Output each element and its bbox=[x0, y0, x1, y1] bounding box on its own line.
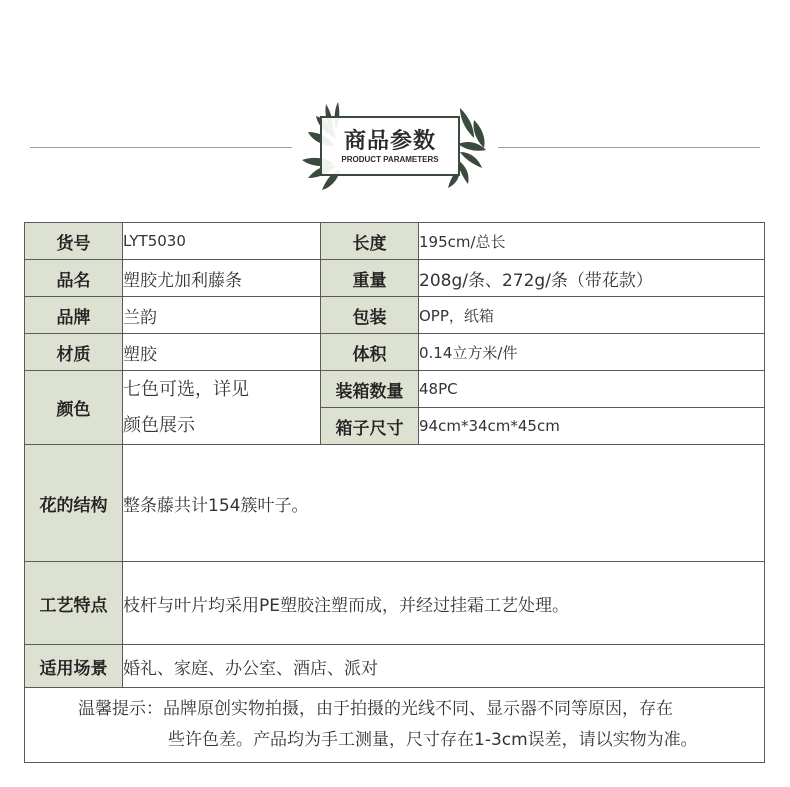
weight-value: 208g/条、272g/条（带花款） bbox=[419, 260, 765, 297]
brand-value: 兰韵 bbox=[123, 297, 321, 334]
table-row bbox=[25, 297, 765, 334]
name-label: 品名 bbox=[25, 260, 123, 297]
table-row bbox=[25, 223, 765, 260]
table-row bbox=[25, 645, 765, 688]
package-label: 包装 bbox=[321, 297, 419, 334]
notice-line1: 温馨提示：品牌原创实物拍摄，由于拍摄的光线不同、显示器不同等原因，存在 bbox=[78, 699, 673, 719]
table-row bbox=[25, 334, 765, 371]
section-title: 商品参数 bbox=[343, 129, 436, 154]
table-row bbox=[25, 260, 765, 297]
notice-text bbox=[25, 688, 765, 763]
header-rule-right bbox=[498, 147, 760, 148]
volume-label: 体积 bbox=[321, 334, 419, 371]
item-no-value: LYT5030 bbox=[123, 223, 321, 260]
color-label: 颜色 bbox=[25, 371, 123, 445]
table-row bbox=[25, 562, 765, 645]
length-value: 195cm/总长 bbox=[419, 223, 765, 260]
color-value bbox=[123, 371, 321, 445]
brand-label: 品牌 bbox=[25, 297, 123, 334]
weight-label: 重量 bbox=[321, 260, 419, 297]
structure-label: 花的结构 bbox=[25, 445, 123, 562]
header-rule-left bbox=[30, 147, 292, 148]
name-value: 塑胶尤加利藤条 bbox=[123, 260, 321, 297]
table-row bbox=[25, 688, 765, 763]
product-parameters-table bbox=[24, 222, 765, 763]
table-row bbox=[25, 371, 765, 408]
section-subtitle: PRODUCT PARAMETERS bbox=[341, 155, 439, 164]
table-row bbox=[25, 445, 765, 562]
box-qty-value: 48PC bbox=[419, 371, 765, 408]
box-size-value: 94cm*34cm*45cm bbox=[419, 408, 765, 445]
craft-label: 工艺特点 bbox=[25, 562, 123, 645]
item-no-label: 货号 bbox=[25, 223, 123, 260]
scenes-label: 适用场景 bbox=[25, 645, 123, 688]
volume-value: 0.14立方米/件 bbox=[419, 334, 765, 371]
box-size-label: 箱子尺寸 bbox=[321, 408, 419, 445]
structure-value: 整条藤共计154簇叶子。 bbox=[123, 445, 765, 562]
package-value: OPP，纸箱 bbox=[419, 297, 765, 334]
length-label: 长度 bbox=[321, 223, 419, 260]
notice-line2: 些许色差。产品均为手工测量，尺寸存在1-3cm误差，请以实物为准。 bbox=[168, 730, 698, 750]
material-label: 材质 bbox=[25, 334, 123, 371]
craft-value: 枝杆与叶片均采用PE塑胶注塑而成，并经过挂霜工艺处理。 bbox=[123, 562, 765, 645]
material-value: 塑胶 bbox=[123, 334, 321, 371]
box-qty-label: 装箱数量 bbox=[321, 371, 419, 408]
section-title-badge bbox=[298, 98, 490, 194]
color-value-line2: 颜色展示 bbox=[123, 414, 195, 436]
section-title-box bbox=[320, 116, 460, 176]
scenes-value: 婚礼、家庭、办公室、酒店、派对 bbox=[123, 645, 765, 688]
color-value-line1: 七色可选，详见 bbox=[123, 378, 249, 400]
